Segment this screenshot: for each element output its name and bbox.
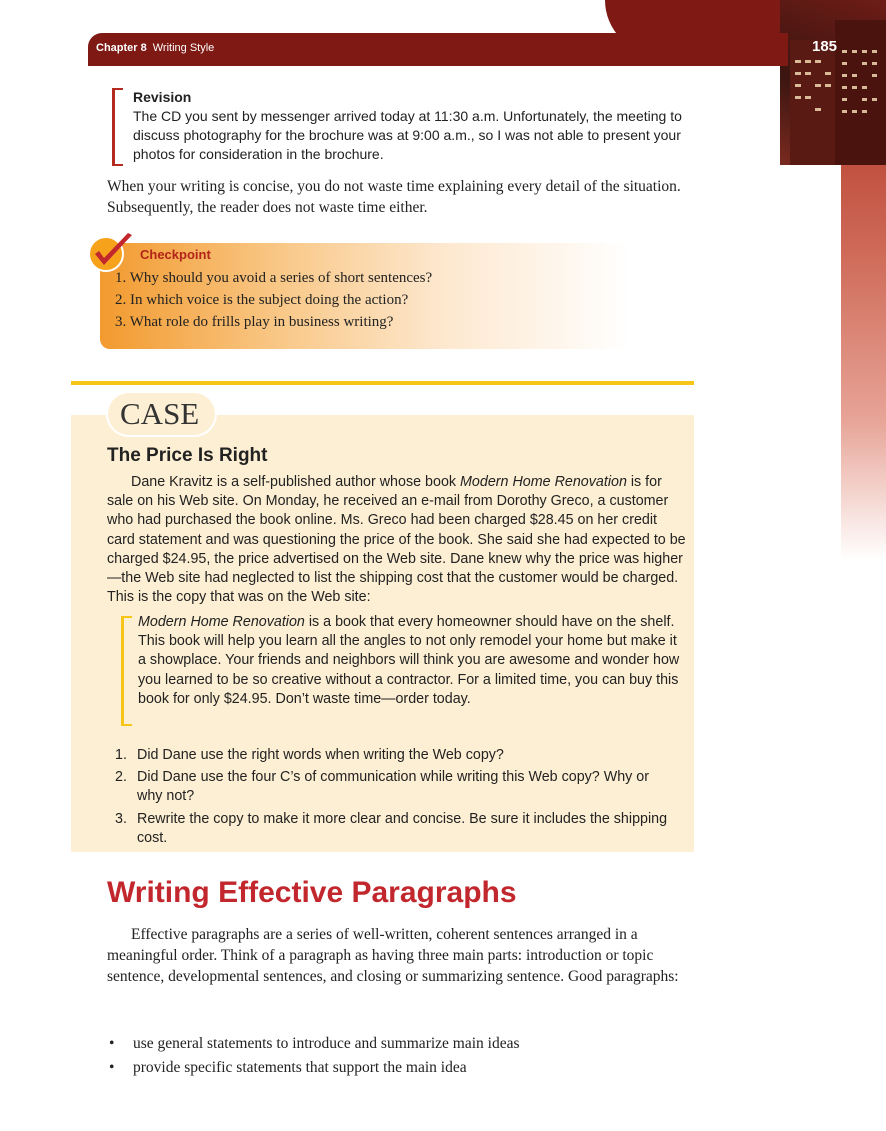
chapter-heading: [96, 42, 214, 54]
page-number: 185: [812, 38, 838, 55]
list-item: [115, 810, 675, 848]
item-text: Did Dane use the four C’s of communication while writing this Web copy? Why or why not?: [137, 769, 650, 805]
item-text: use general statements to introduce and summarize main ideas: [133, 1035, 520, 1052]
section-title: Writing Effective Paragraphs: [107, 876, 517, 909]
revision-text: The CD you sent by messenger arrived today at 11:30 a.m. Unfortunately, the meeting to discuss photography for the brochure was at 9:00 a.m., so I was not able to present your photos for consideration in the brochure.: [133, 108, 682, 162]
list-item: [115, 267, 432, 289]
item-number: 2.: [115, 292, 127, 308]
case-label: [108, 393, 215, 435]
bullet-icon: •: [109, 1059, 115, 1076]
list-item: [107, 1056, 520, 1080]
concise-paragraph: When your writing is concise, you do not waste time explaining every detail of the situation. Subsequently, the reader does not waste time either.: [107, 178, 681, 216]
item-text: Why should you avoid a series of short sentences?: [129, 270, 433, 286]
item-text: provide specific statements that support the main idea: [133, 1059, 467, 1076]
quote-bracket: [121, 616, 132, 726]
case-book-title: Modern Home Renovation: [460, 474, 627, 490]
case-body: [107, 473, 687, 607]
list-item: [115, 746, 675, 765]
list-item: [115, 311, 432, 333]
list-item: [107, 1032, 520, 1056]
checkpoint-list: [115, 267, 432, 333]
case-questions: [115, 746, 675, 851]
checkpoint-title: Checkpoint: [140, 247, 211, 262]
chapter-title: Writing Style: [152, 42, 215, 54]
item-number: 3.: [115, 810, 127, 827]
web-copy-quote: [138, 613, 688, 709]
item-text: What role do frills play in business writing?: [129, 314, 394, 330]
case-body-end: is for sale on his Web site. On Monday, he received an e-mail from Dorothy Greco, a customer who had purchased the book online. Ms. Greco had been charged $28.45 on her credit card statement and was questioning the price of the book. She said she had expected to be charged $24.95, the price advertised on the Web site. Dane knew why the price was higher—the Web site had neglected to list the shipping cost that the customer would be charged. This is the copy that was on the Web site:: [107, 474, 686, 606]
case-body-start: Dane Kravitz is a self-published author whose book: [131, 474, 461, 490]
case-divider: [71, 381, 694, 385]
chapter-label: Chapter 8: [96, 42, 147, 54]
list-item: [115, 768, 675, 806]
quote-text: is a book that every homeowner should have on the shelf. This book will help you learn all the angles to not only remodel your home but make it a showplace. Your friends and neighbors will think you are awesome and wonder how you learned to be so creative without a contractor. For a limited time, you can buy this book for only $24.95. Don’t waste time—order today.: [138, 614, 680, 707]
list-item: [115, 289, 432, 311]
quote-book-title: Modern Home Renovation: [138, 614, 305, 630]
revision-title: Revision: [133, 89, 192, 105]
revision-bracket: [112, 88, 123, 166]
item-number: 3.: [115, 314, 127, 330]
item-text: Rewrite the copy to make it more clear and concise. Be sure it includes the shipping cost.: [137, 810, 668, 846]
bullet-icon: •: [109, 1035, 115, 1052]
item-number: 1.: [115, 270, 127, 286]
item-text: Did Dane use the right words when writing the Web copy?: [137, 747, 504, 763]
item-number: 2.: [115, 769, 127, 786]
section-paragraph: Effective paragraphs are a series of well-written, coherent sentences arranged in a meaningful order. Think of a paragraph as having three main parts: introduction or topic sentence, developmental sentences, and closing or summarizing sentence. Good paragraphs:: [107, 926, 679, 985]
case-label-text: CASE: [120, 396, 200, 431]
item-number: 1.: [115, 747, 127, 763]
building-photo: [780, 0, 886, 165]
section-bullets: [107, 1032, 520, 1080]
case-title: The Price Is Right: [107, 445, 268, 466]
item-text: In which voice is the subject doing the action?: [130, 292, 409, 308]
